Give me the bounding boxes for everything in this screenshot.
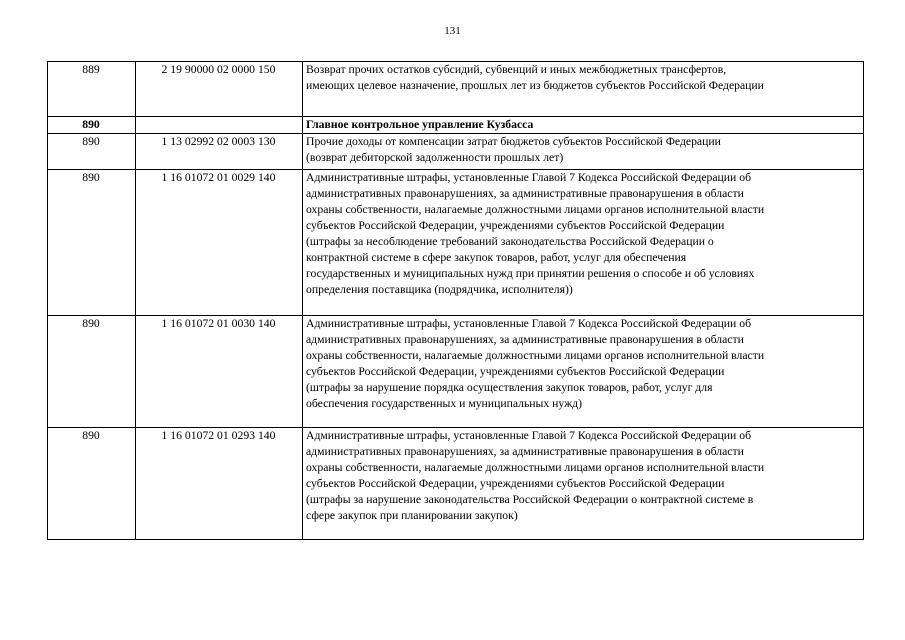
admin-code-cell: 889	[48, 62, 136, 117]
admin-code-cell: 890	[48, 428, 136, 540]
budget-revenue-table	[47, 61, 864, 540]
budget-code-cell: 1 13 02992 02 0003 130	[136, 134, 303, 170]
revenue-name-line: Административные штрафы, установленные Главой 7 Кодекса Российской Федерации об	[306, 171, 752, 184]
table-row	[48, 170, 864, 316]
revenue-name-line: Административные штрафы, установленные Главой 7 Кодекса Российской Федерации об	[306, 317, 752, 330]
revenue-name-cell	[303, 134, 864, 170]
revenue-name-line: охраны собственности, налагаемые должностными лицами органов исполнительной власти	[306, 349, 765, 362]
revenue-name-line: (штрафы за несоблюдение требований законодательства Российской Федерации о	[306, 235, 714, 248]
revenue-name-line: субъектов Российской Федерации, учреждениями субъектов Российской Федерации	[306, 365, 725, 378]
budget-code-cell: 1 16 01072 01 0030 140	[136, 316, 303, 428]
table-row	[48, 428, 864, 540]
revenue-name-line: (штрафы за нарушение порядка осуществления закупок товаров, работ, услуг для	[306, 381, 713, 394]
budget-code-cell	[136, 117, 303, 134]
revenue-name-line: (штрафы за нарушение законодательства Российской Федерации о контрактной системе в	[306, 493, 754, 506]
section-title-cell	[303, 117, 864, 134]
revenue-name-line: субъектов Российской Федерации, учреждениями субъектов Российской Федерации	[306, 477, 725, 490]
revenue-name-line: государственных и муниципальных нужд при принятии решения о способе и об условиях	[306, 267, 755, 280]
revenue-name-line: административных правонарушениях, за административные правонарушения в области	[306, 333, 744, 346]
revenue-name-line: административных правонарушениях, за административные правонарушения в области	[306, 187, 744, 200]
section-title: Главное контрольное управление Кузбасса	[306, 118, 534, 131]
revenue-name-cell	[303, 428, 864, 540]
page-number: 131	[444, 25, 461, 37]
revenue-name-cell	[303, 316, 864, 428]
revenue-name-cell	[303, 62, 864, 117]
admin-code-cell: 890	[48, 117, 136, 134]
admin-code-cell: 890	[48, 134, 136, 170]
revenue-name-line: административных правонарушениях, за административные правонарушения в области	[306, 445, 744, 458]
budget-code-cell: 2 19 90000 02 0000 150	[136, 62, 303, 117]
admin-code-cell: 890	[48, 316, 136, 428]
revenue-name-line: Возврат прочих остатков субсидий, субвенций и иных межбюджетных трансфертов,	[306, 63, 727, 76]
revenue-name-line: определения поставщика (подрядчика, исполнителя))	[306, 283, 573, 296]
revenue-name-line: имеющих целевое назначение, прошлых лет из бюджетов субъектов Российской Федерации	[306, 79, 764, 92]
table-row	[48, 316, 864, 428]
revenue-name-line: охраны собственности, налагаемые должностными лицами органов исполнительной власти	[306, 461, 765, 474]
revenue-name-line: сфере закупок при планировании закупок)	[306, 509, 518, 522]
revenue-name-line: обеспечения государственных и муниципальных нужд)	[306, 397, 583, 410]
revenue-name-line: (возврат дебиторской задолженности прошлых лет)	[306, 151, 564, 164]
budget-code-cell: 1 16 01072 01 0029 140	[136, 170, 303, 316]
table-row-section-header	[48, 117, 864, 134]
budget-code-cell: 1 16 01072 01 0293 140	[136, 428, 303, 540]
revenue-name-line: Прочие доходы от компенсации затрат бюджетов субъектов Российской Федерации	[306, 135, 721, 148]
revenue-name-line: охраны собственности, налагаемые должностными лицами органов исполнительной власти	[306, 203, 765, 216]
revenue-name-line: контрактной системе в сфере закупок товаров, работ, услуг для обеспечения	[306, 251, 687, 264]
table-row	[48, 62, 864, 117]
revenue-name-line: субъектов Российской Федерации, учреждениями субъектов Российской Федерации	[306, 219, 725, 232]
table-row	[48, 134, 864, 170]
revenue-name-cell	[303, 170, 864, 316]
revenue-name-line: Административные штрафы, установленные Главой 7 Кодекса Российской Федерации об	[306, 429, 752, 442]
admin-code-cell: 890	[48, 170, 136, 316]
